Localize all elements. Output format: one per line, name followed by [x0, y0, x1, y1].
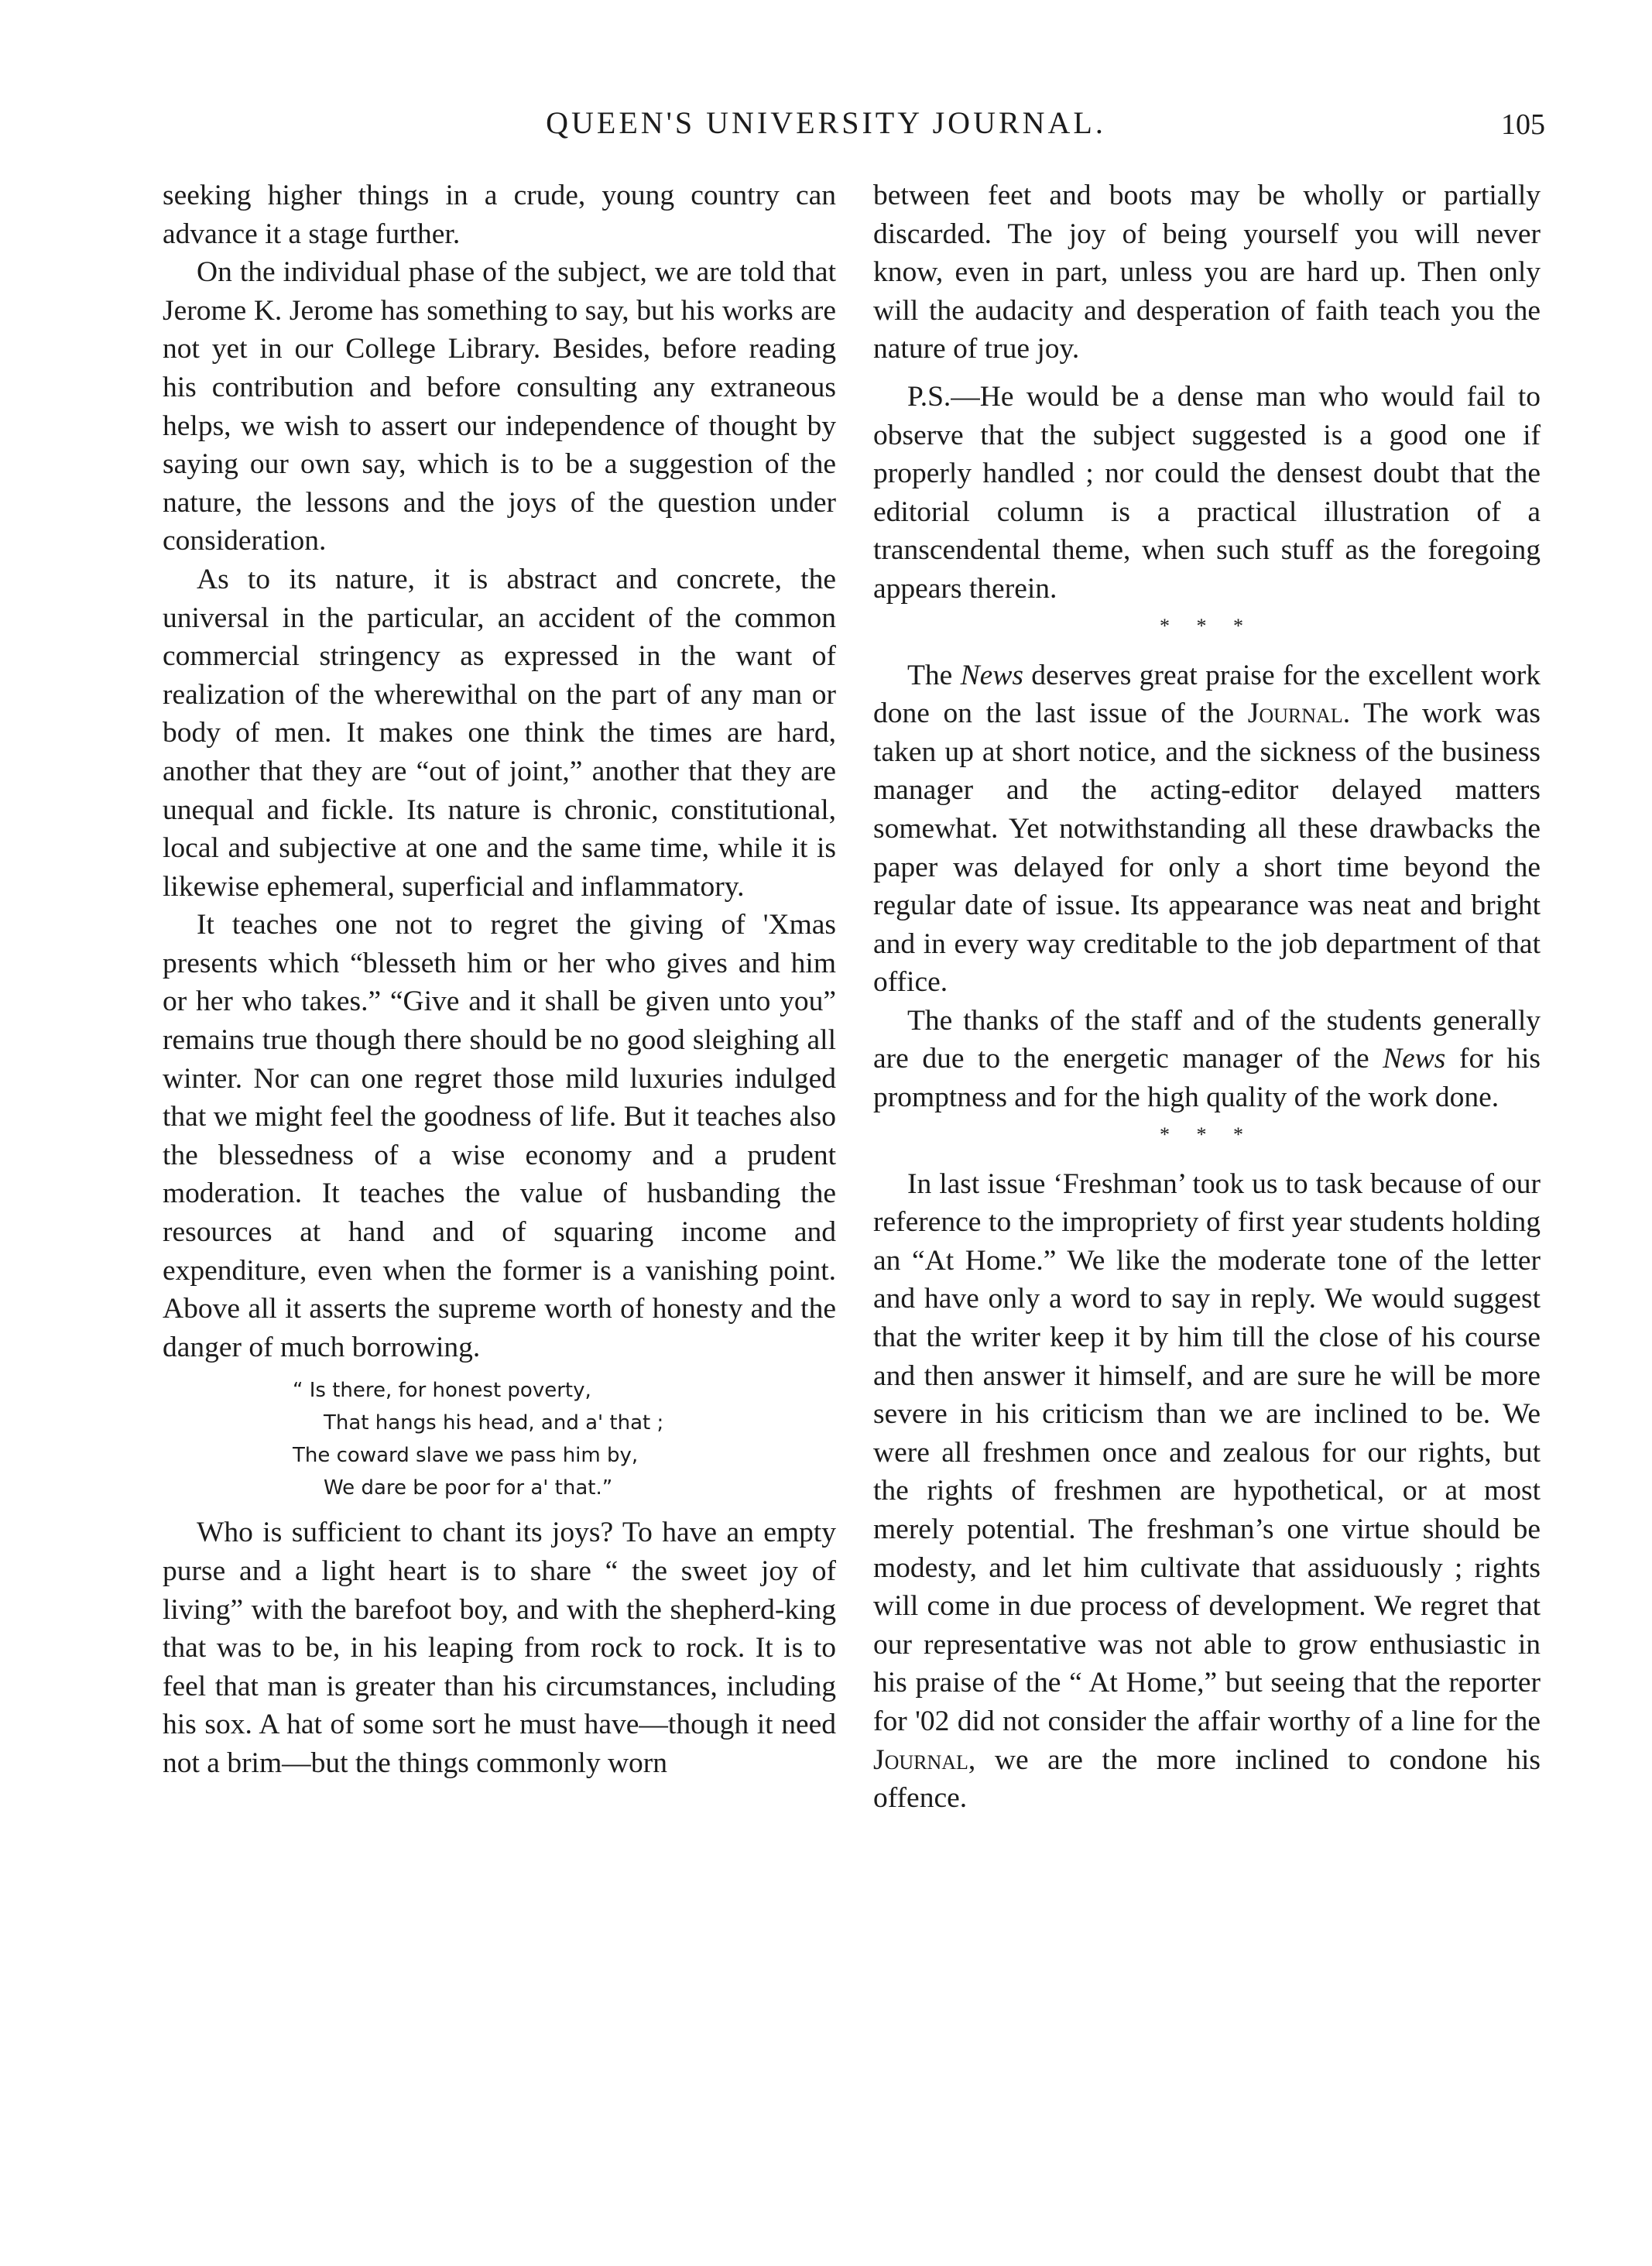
text-run: The: [907, 659, 961, 691]
small-caps-title: Journal,: [873, 1743, 976, 1776]
italic-title: News: [960, 659, 1023, 691]
text-run: for his promptness and for the high quality of the work done.: [873, 1043, 1541, 1114]
paragraph: On the individual phase of the subject, we are told that Jerome K. Jerome has something to say, but his works are not yet in our College Library. Besides, before reading his contribution and before consulting any extraneous helps, we wish to assert our independence of thought by saying our own say, which is to be a suggestion of the nature, the lessons and the joys of the question under consideration.: [163, 256, 836, 557]
paragraph: P.S.—He would be a dense man who would fail to observe that the subject suggested is a good one if properly handled ; nor could the densest doubt that the editorial column is a practical illustration of a transcendental theme, when such stuff as the foregoing appears therein.: [873, 380, 1541, 605]
right-column: [873, 177, 1541, 1818]
paragraph: It teaches one not to regret the giving of 'Xmas presents which “blesseth him or her who gives and him or her who takes.” “Give and it shall be given unto you” remains true though there should be no good sleighing all winter. Nor can one regret those mild luxuries indulged that we might feel the goodness of life. But it teaches also the blessedness of a wise economy and a prudent moderation. It teaches the value of husbanding the resources at hand and of squaring income and expenditure, even when the former is a vanishing point. Above all it asserts the supreme worth of honesty and the danger of much borrowing.: [163, 909, 836, 1363]
verse-quotation: [163, 1374, 836, 1504]
left-column: [163, 177, 836, 1783]
page-number: 105: [1501, 108, 1545, 141]
text-run: The thanks of the staff and of the students generally are due to the energetic manager of the: [873, 1004, 1541, 1075]
paragraph: seeking higher things in a crude, young country can advance it a stage further.: [163, 180, 836, 250]
section-divider: * * *: [1160, 1123, 1254, 1146]
paragraph: between feet and boots may be wholly or partially discarded. The joy of being yourself you will never know, even in part, unless you are hard up. Then only will the audacity and desperation of faith teach you the nature of true joy.: [873, 180, 1541, 365]
verse-line: The coward slave we pass him by,: [293, 1444, 639, 1468]
paragraph: Who is sufficient to chant its joys? To have an empty purse and a light heart is to share “ the sweet joy of living” with the barefoot boy, and with the shepherd-king that was to be, in his leaping from rock to rock. It is to feel that man is greater than his circumstances, including his sox. A hat of some sort he must have—though it need not a brim—but the things commonly worn: [163, 1517, 836, 1779]
verse-line: “ Is there, for honest poverty,: [293, 1379, 591, 1403]
paragraph: [873, 1002, 1541, 1117]
running-header: [0, 105, 1652, 151]
text-run: The work was taken up at short notice, and the sickness of the business manager and the acting-editor delayed matters somewhat. Yet notwithstanding all these drawbacks the paper was delayed for only a short time beyond the regular date of issue. Its appearance was neat and bright and in every way creditable to the job department of that office.: [873, 698, 1541, 999]
italic-title: News: [1383, 1043, 1446, 1075]
verse-line: We dare be poor for a' that.”: [324, 1476, 613, 1500]
verse-line: That hangs his head, and a' that ;: [324, 1411, 664, 1435]
paragraph: As to its nature, it is abstract and concrete, the universal in the particular, an accident of the common commercial stringency as expressed in the want of realization of the wherewithal on the part of any man or body of men. It makes one think the times are hard, another that they are “out of joint,” another that they are unequal and fickle. Its nature is chronic, constitutional, local and subjective at one and the same time, while it is likewise ephemeral, superficial and inflammatory.: [163, 563, 836, 903]
text-run: we are the more inclined to condone his offence.: [873, 1743, 1541, 1815]
text-run: deserves great praise for the excellent work done on the last issue of the: [873, 659, 1541, 730]
paragraph: [873, 656, 1541, 1002]
section-divider: * * *: [1160, 614, 1254, 637]
small-caps-title: Journal.: [1247, 698, 1351, 730]
paragraph: [873, 1165, 1541, 1818]
text-run: In last issue ‘Freshman’ took us to task because of our reference to the impropriety of first year students holding an “At Home.” We like the moderate tone of the letter and have only a word to say in reply. We would suggest that the writer keep it by him till the close of his course and then answer it himself, and are sure he will be more severe in his criticism than we are inclined to be. We were all freshmen once and zealous for our rights, but the rights of freshmen are hypothetical, or at most merely potential. The freshman’s one virtue should be modesty, and let him cultivate that assiduously ; rights will come in due process of development. We regret that our representative was not able to grow enthusiastic in his praise of the “ At Home,” but seeing that the reporter for '02 did not consider the affair worthy of a line for the: [873, 1167, 1541, 1737]
journal-title: QUEEN'S UNIVERSITY JOURNAL.: [546, 105, 1106, 140]
